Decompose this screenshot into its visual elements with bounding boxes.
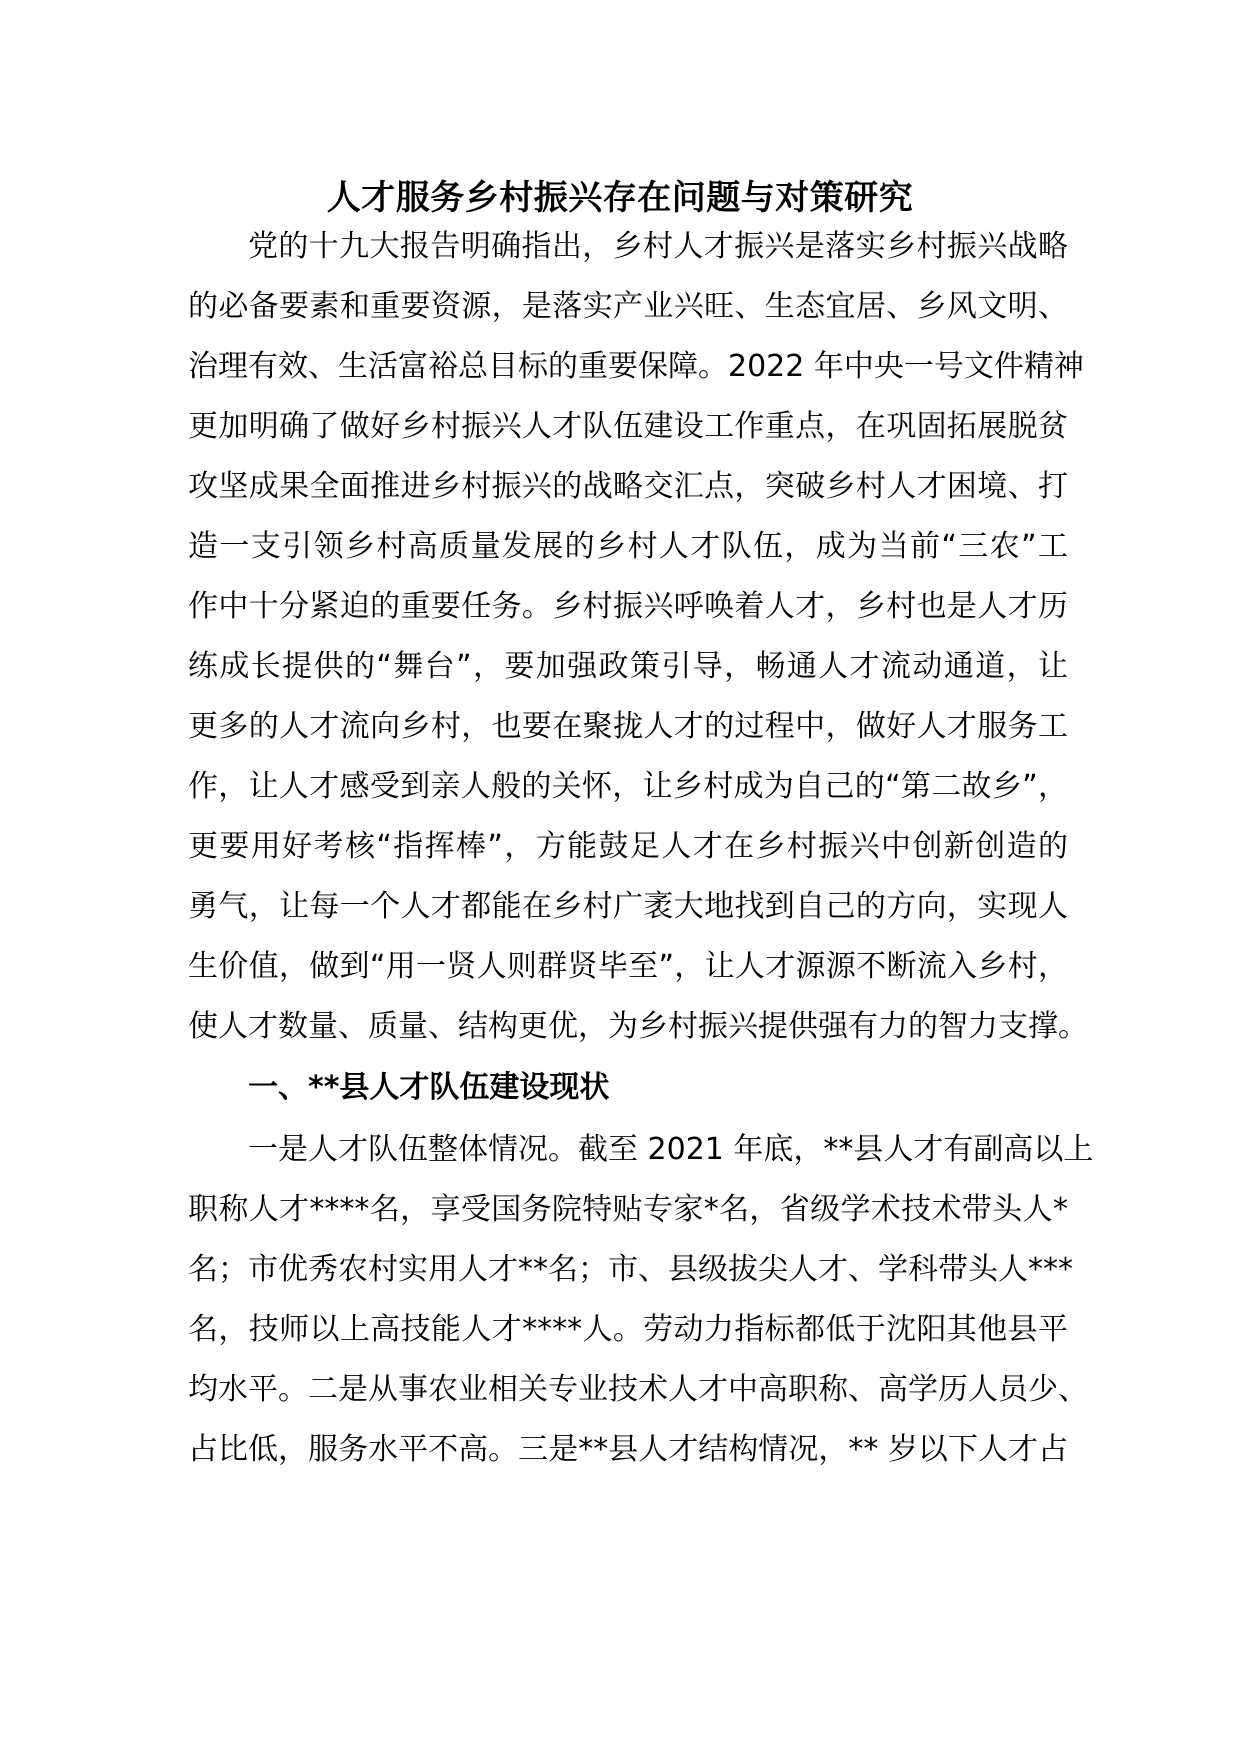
paragraph-line: 一是人才队伍整体情况。截至 2021 年底，**县人才有副高以上 (248, 1132, 1094, 1167)
paragraph-line: 作，让人才感受到亲人般的关怀，让乡村成为自己的“第二故乡”， (188, 769, 1068, 804)
paragraph-line: 攻坚成果全面推进乡村振兴的战略交汇点，突破乡村人才困境、打 (188, 469, 1068, 504)
paragraph-line: 更要用好考核“指挥棒”，方能鼓足人才在乡村振兴中创新创造的 (188, 829, 1068, 864)
paragraph-line: 造一支引领乡村高质量发展的乡村人才队伍，成为当前“三农”工 (188, 529, 1068, 564)
paragraph-line: 勇气，让每一个人才都能在乡村广袤大地找到自己的方向，实现人 (188, 889, 1068, 924)
paragraph-line: 党的十九大报告明确指出，乡村人才振兴是落实乡村振兴战略 (248, 229, 1068, 264)
paragraph-line: 名；市优秀农村实用人才**名；市、县级拔尖人才、学科带头人*** (188, 1252, 1073, 1287)
section-heading: 一、**县人才队伍建设现状 (248, 1070, 610, 1105)
paragraph-line: 治理有效、生活富裕总目标的重要保障。2022 年中央一号文件精神 (188, 349, 1084, 384)
paragraph-line: 更多的人才流向乡村，也要在聚拢人才的过程中，做好人才服务工 (188, 709, 1068, 744)
paragraph-line: 的必备要素和重要资源，是落实产业兴旺、生态宜居、乡风文明、 (188, 289, 1068, 324)
paragraph-line: 使人才数量、质量、结构更优，为乡村振兴提供强有力的智力支撑。 (188, 1009, 1088, 1044)
document-title: 人才服务乡村振兴存在问题与对策研究 (326, 178, 914, 218)
paragraph-line: 名，技师以上高技能人才****人。劳动力指标都低于沈阳其他县平 (188, 1312, 1068, 1347)
paragraph-line: 均水平。二是从事农业相关专业技术人才中高职称、高学历人员少、 (188, 1372, 1088, 1407)
paragraph-line: 职称人才****名，享受国务院特贴专家*名，省级学术技术带头人* (188, 1192, 1068, 1227)
paragraph-line: 更加明确了做好乡村振兴人才队伍建设工作重点，在巩固拓展脱贫 (188, 409, 1068, 444)
paragraph-line: 占比低，服务水平不高。三是**县人才结构情况，** 岁以下人才占 (188, 1432, 1068, 1467)
paragraph-line: 生价值，做到“用一贤人则群贤毕至”，让人才源源不断流入乡村， (188, 949, 1068, 984)
paragraph-line: 作中十分紧迫的重要任务。乡村振兴呼唤着人才，乡村也是人才历 (188, 589, 1068, 624)
paragraph-line: 练成长提供的“舞台”，要加强政策引导，畅通人才流动通道，让 (188, 649, 1068, 684)
